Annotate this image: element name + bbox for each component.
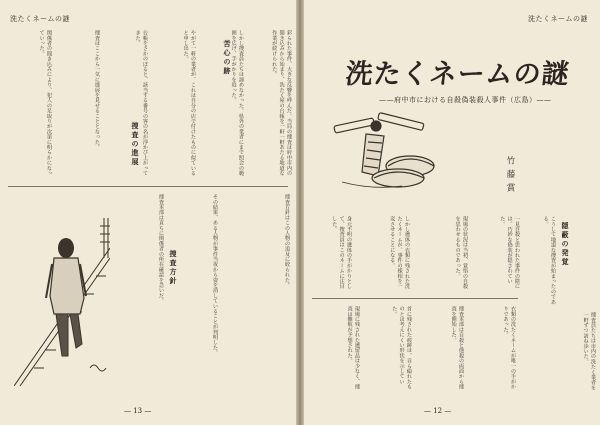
article-subtitle: ——府中市における自殺偽装殺人事件（広島）—— — [379, 96, 552, 104]
text-column: 捜査はここから一気に進展を見せることとなった。 — [94, 30, 100, 150]
text-column: 捜査員たちは市内の洗たく業者を一軒ずつ訪ね歩いた。 — [582, 312, 596, 390]
column-divider — [8, 186, 288, 187]
man-on-stairs-illustration — [14, 218, 110, 386]
clothespin-and-shoes-illustration — [328, 112, 438, 192]
text-column: 台帳をさかのぼると、該当する番号の客の名が浮かび上がってきた。 — [134, 30, 148, 176]
text-column: 捜査方針はこの人物の追及に絞られた。 — [284, 194, 290, 288]
text-column: 彩られた事件、大きな反響を呼んだ。当局の捜査は府中市内の聞き込みから始まり、洗たく屋の台帳を一軒一軒あたる地道な作業が続けられた。 — [271, 30, 292, 176]
article-title: 洗たくネームの謎 — [344, 59, 572, 90]
page-header: 洗たくネームの謎 — [528, 15, 588, 23]
text-column: 一見自殺と思われた事件の陰には、巧妙な偽装が隠されていた。 — [499, 216, 520, 289]
right-page — [304, 0, 600, 425]
author-name: 竹藤賞 — [505, 156, 515, 197]
text-column: その結果、ある人物が事件当夜から姿を消していることが判明した。 — [212, 194, 218, 356]
left-page — [0, 0, 296, 425]
gutter — [296, 0, 304, 425]
text-column: しかし捜査員たちは諦めなかった。県外の業者にまで照会の範囲を広げ、手がかりを追った。 — [230, 30, 244, 176]
text-column: 首に残された痕跡は、自ら縊れたものとは考えにくい形状を示していた。 — [391, 306, 412, 390]
text-column: 捜査本部は直ちに関係者の所在確認を急いだ。 — [158, 194, 164, 304]
text-column: やがて一軒の業者が、これは自分の店で付けたものに似ていると申し出た。 — [182, 30, 196, 176]
text-column: 身元不明の遺体の手がかりとして、捜査員はこのネームに注目した。 — [331, 216, 352, 289]
subheading: 捜査方針 — [169, 250, 178, 286]
subheading: 苦心の跡 — [223, 40, 232, 76]
text-column: 現場の状況は当初、覚悟の自殺を思わせるものであった。 — [454, 216, 468, 289]
text-column: しかし遺体の衣類に残された洗たくネームが、事件の様相を一変させることになる。 — [389, 216, 410, 289]
page-number: — 13 — — [124, 407, 152, 415]
column-divider — [312, 298, 518, 299]
page-header: 洗たくネームの謎 — [10, 15, 70, 23]
text-column: こうして地道な捜査が始まったのである。 — [542, 216, 556, 305]
subheading: 隠蔽の発覚 — [561, 222, 570, 267]
subheading: 捜査の進展 — [131, 122, 140, 167]
text-column: 衣類の洗たくネームが唯一の手がかりであった。 — [502, 306, 516, 390]
text-column: 現場に残された遺留品は少なく、捜査は難航が予想された。 — [346, 306, 360, 390]
text-column: 捜査本部は自殺と他殺の両面から捜査を開始した。 — [450, 306, 464, 390]
text-column: 関係者の聞き込みにより、犯人の足取りが次第に明らかになっていった。 — [38, 30, 52, 176]
page-number: — 12 — — [424, 407, 452, 415]
